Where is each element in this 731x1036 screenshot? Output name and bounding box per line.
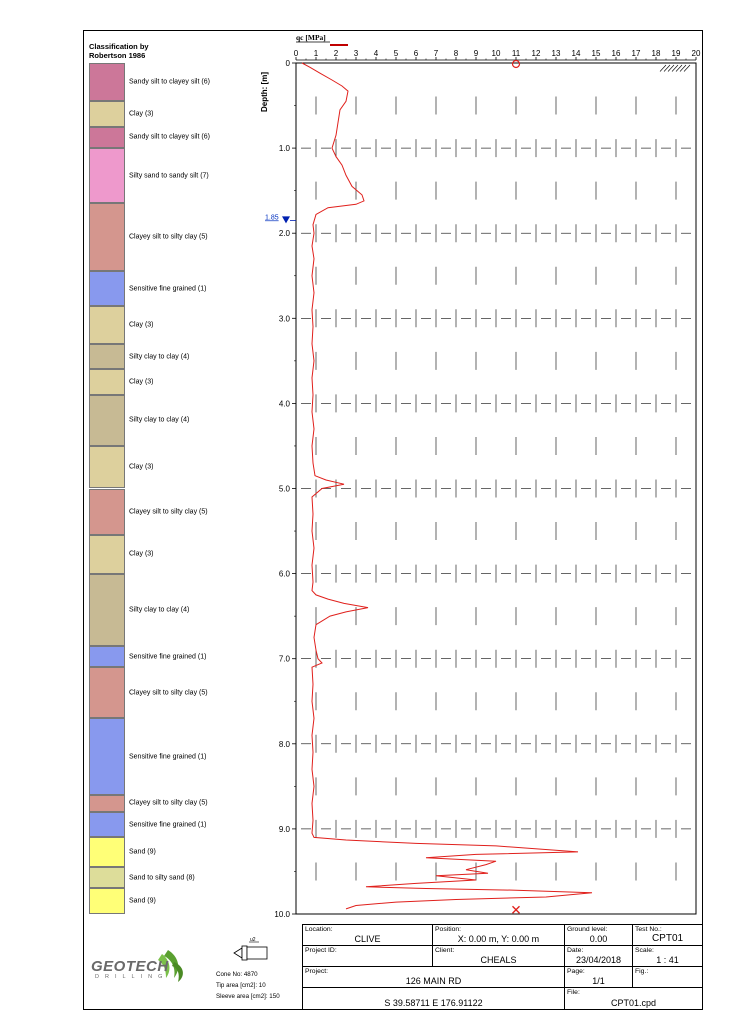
x-tick-label: 19 [671,49,681,58]
qc-series-line [302,63,592,909]
soil-layer-label: Clay (3) [129,110,154,118]
classification-title-line2: Robertson 1986 [89,51,146,60]
footer-project-id [302,945,433,967]
soil-layer-label: Clay (3) [129,378,154,386]
soil-layer-label: Sensitive fine grained (1) [129,821,207,829]
y-tick-label: 8.0 [278,739,290,749]
footer-file-value: CPT01.cpd [610,998,657,1008]
soil-layer-label: Clayey silt to silty clay (5) [129,233,208,241]
y-tick-label: 7.0 [278,654,290,664]
x-tick-label: 1 [313,49,319,58]
y-tick-label: 10.0 [274,910,290,919]
x-tick-label: 9 [473,49,479,58]
x-tick-label: 10 [491,49,501,58]
x-tick-label: 14 [571,49,581,58]
cone-sleeve-area: Sleeve area [cm2]: 150 [216,993,280,1000]
x-tick-label: 5 [393,49,399,58]
footer-coords-value: S 39.58711 E 176.91122 [384,998,483,1008]
footer-test-no [632,924,703,946]
classification-title-line1: Classification by [89,42,149,51]
x-tick-label: 3 [353,49,359,58]
cone-icon-label: u2 [250,937,256,943]
x-axis-title: qc [MPa] [296,33,326,42]
soil-layer-label: Sensitive fine grained (1) [129,753,207,761]
footer-client [432,945,565,967]
water-level-label: 1.85 [265,214,279,222]
x-tick-label: 7 [433,49,439,58]
soil-layer-label: Sensitive fine grained (1) [129,285,207,292]
x-tick-label: 18 [651,49,661,58]
y-tick-label: 5.0 [278,484,290,494]
soil-layer-label: Silty clay to clay (4) [129,353,190,361]
soil-layer-label: Silty clay to clay (4) [129,416,190,424]
soil-layer-label: Clayey silt to silty clay (5) [129,508,208,516]
footer-fig-label: Fig.: [635,968,649,975]
x-tick-label: 17 [631,49,641,58]
footer-project-id-label: Project ID: [305,947,337,954]
soil-layer-label: Sandy silt to clayey silt (6) [129,78,210,86]
footer-position [432,924,565,946]
footer-fig [632,966,703,988]
footer-page-label: Page: [567,968,585,975]
soil-layer-label: Clayey silt to silty clay (5) [129,799,208,807]
footer-date [564,945,633,967]
footer-scale [632,945,703,967]
footer-location [302,924,433,946]
y-tick-label: 1.0 [278,144,290,154]
footer-location-label: Location: [305,926,333,933]
x-tick-label: 11 [511,49,521,58]
footer-project [302,966,565,988]
footer-page [564,966,633,988]
start-marker-icon [513,61,520,68]
footer-client-label: Client: [435,947,455,954]
footer-coords [302,987,565,1010]
x-tick-label: 13 [551,49,561,58]
y-tick-label: 3.0 [278,314,290,324]
footer-ground-level [564,924,633,946]
soil-layer-label: Sand (9) [129,848,156,856]
footer-file-label: File: [567,989,580,996]
x-tick-label: 16 [611,49,621,58]
footer-scale-value: 1 : 41 [656,955,679,965]
footer-file [564,987,703,1010]
y-tick-label: 0 [285,59,290,68]
soil-layer-label: Sandy silt to clayey silt (6) [129,133,210,141]
footer-location-value: CLIVE [354,934,381,944]
footer-page-value: 1/1 [592,976,605,986]
footer-test-value: CPT01 [651,933,684,944]
y-tick-label: 6.0 [278,569,290,579]
footer-scale-label: Scale: [635,947,654,954]
soil-layer-label: Silty sand to sandy silt (7) [129,172,209,180]
soil-layer-label: Sand to silty sand (8) [129,874,195,882]
x-tick-label: 2 [333,49,339,58]
x-tick-label: 4 [373,49,379,58]
footer-test-label: Test No.: [635,926,662,933]
footer-project-value: 126 MAIN RD [405,976,462,986]
y-axis-title: Depth: [m] [260,72,269,112]
x-tick-label: 6 [413,49,419,58]
y-tick-label: 2.0 [278,229,290,239]
footer-project-label: Project: [305,968,329,975]
water-level-icon [282,216,290,223]
soil-layer-label: Sensitive fine grained (1) [129,653,207,661]
logo-text: GEOTECH [91,958,169,975]
y-tick-label: 4.0 [278,399,290,409]
x-tick-label: 12 [531,49,541,58]
x-tick-label: 15 [591,49,601,58]
x-tick-label: 20 [691,49,701,58]
footer-ground-label: Ground level: [567,926,608,933]
soil-layer-label: Clay (3) [129,321,154,329]
footer-date-label: Date: [567,947,584,954]
soil-layer-label: Clayey silt to silty clay (5) [129,689,208,697]
footer-position-value: X: 0.00 m, Y: 0.00 m [457,934,540,944]
soil-layer-label: Clay (3) [129,550,154,558]
y-tick-label: 9.0 [278,824,290,834]
footer-ground-value: 0.00 [589,934,608,944]
soil-layer-label: Silty clay to clay (4) [129,606,190,614]
x-tick-label: 0 [293,49,299,58]
footer-position-label: Position: [435,926,462,933]
cone-icon [232,934,272,964]
logo-subtext: DRILLING [95,974,169,980]
soil-layer-label: Clay (3) [129,463,154,471]
cone-tip-area: Tip area [cm2]: 10 [216,982,266,989]
x-tick-label: 8 [453,49,459,58]
footer-client-value: CHEALS [480,955,517,965]
footer-date-value: 23/04/2018 [575,955,622,965]
cone-number: Cone No: 4870 [216,971,258,978]
soil-layer-label: Sand (9) [129,897,156,905]
